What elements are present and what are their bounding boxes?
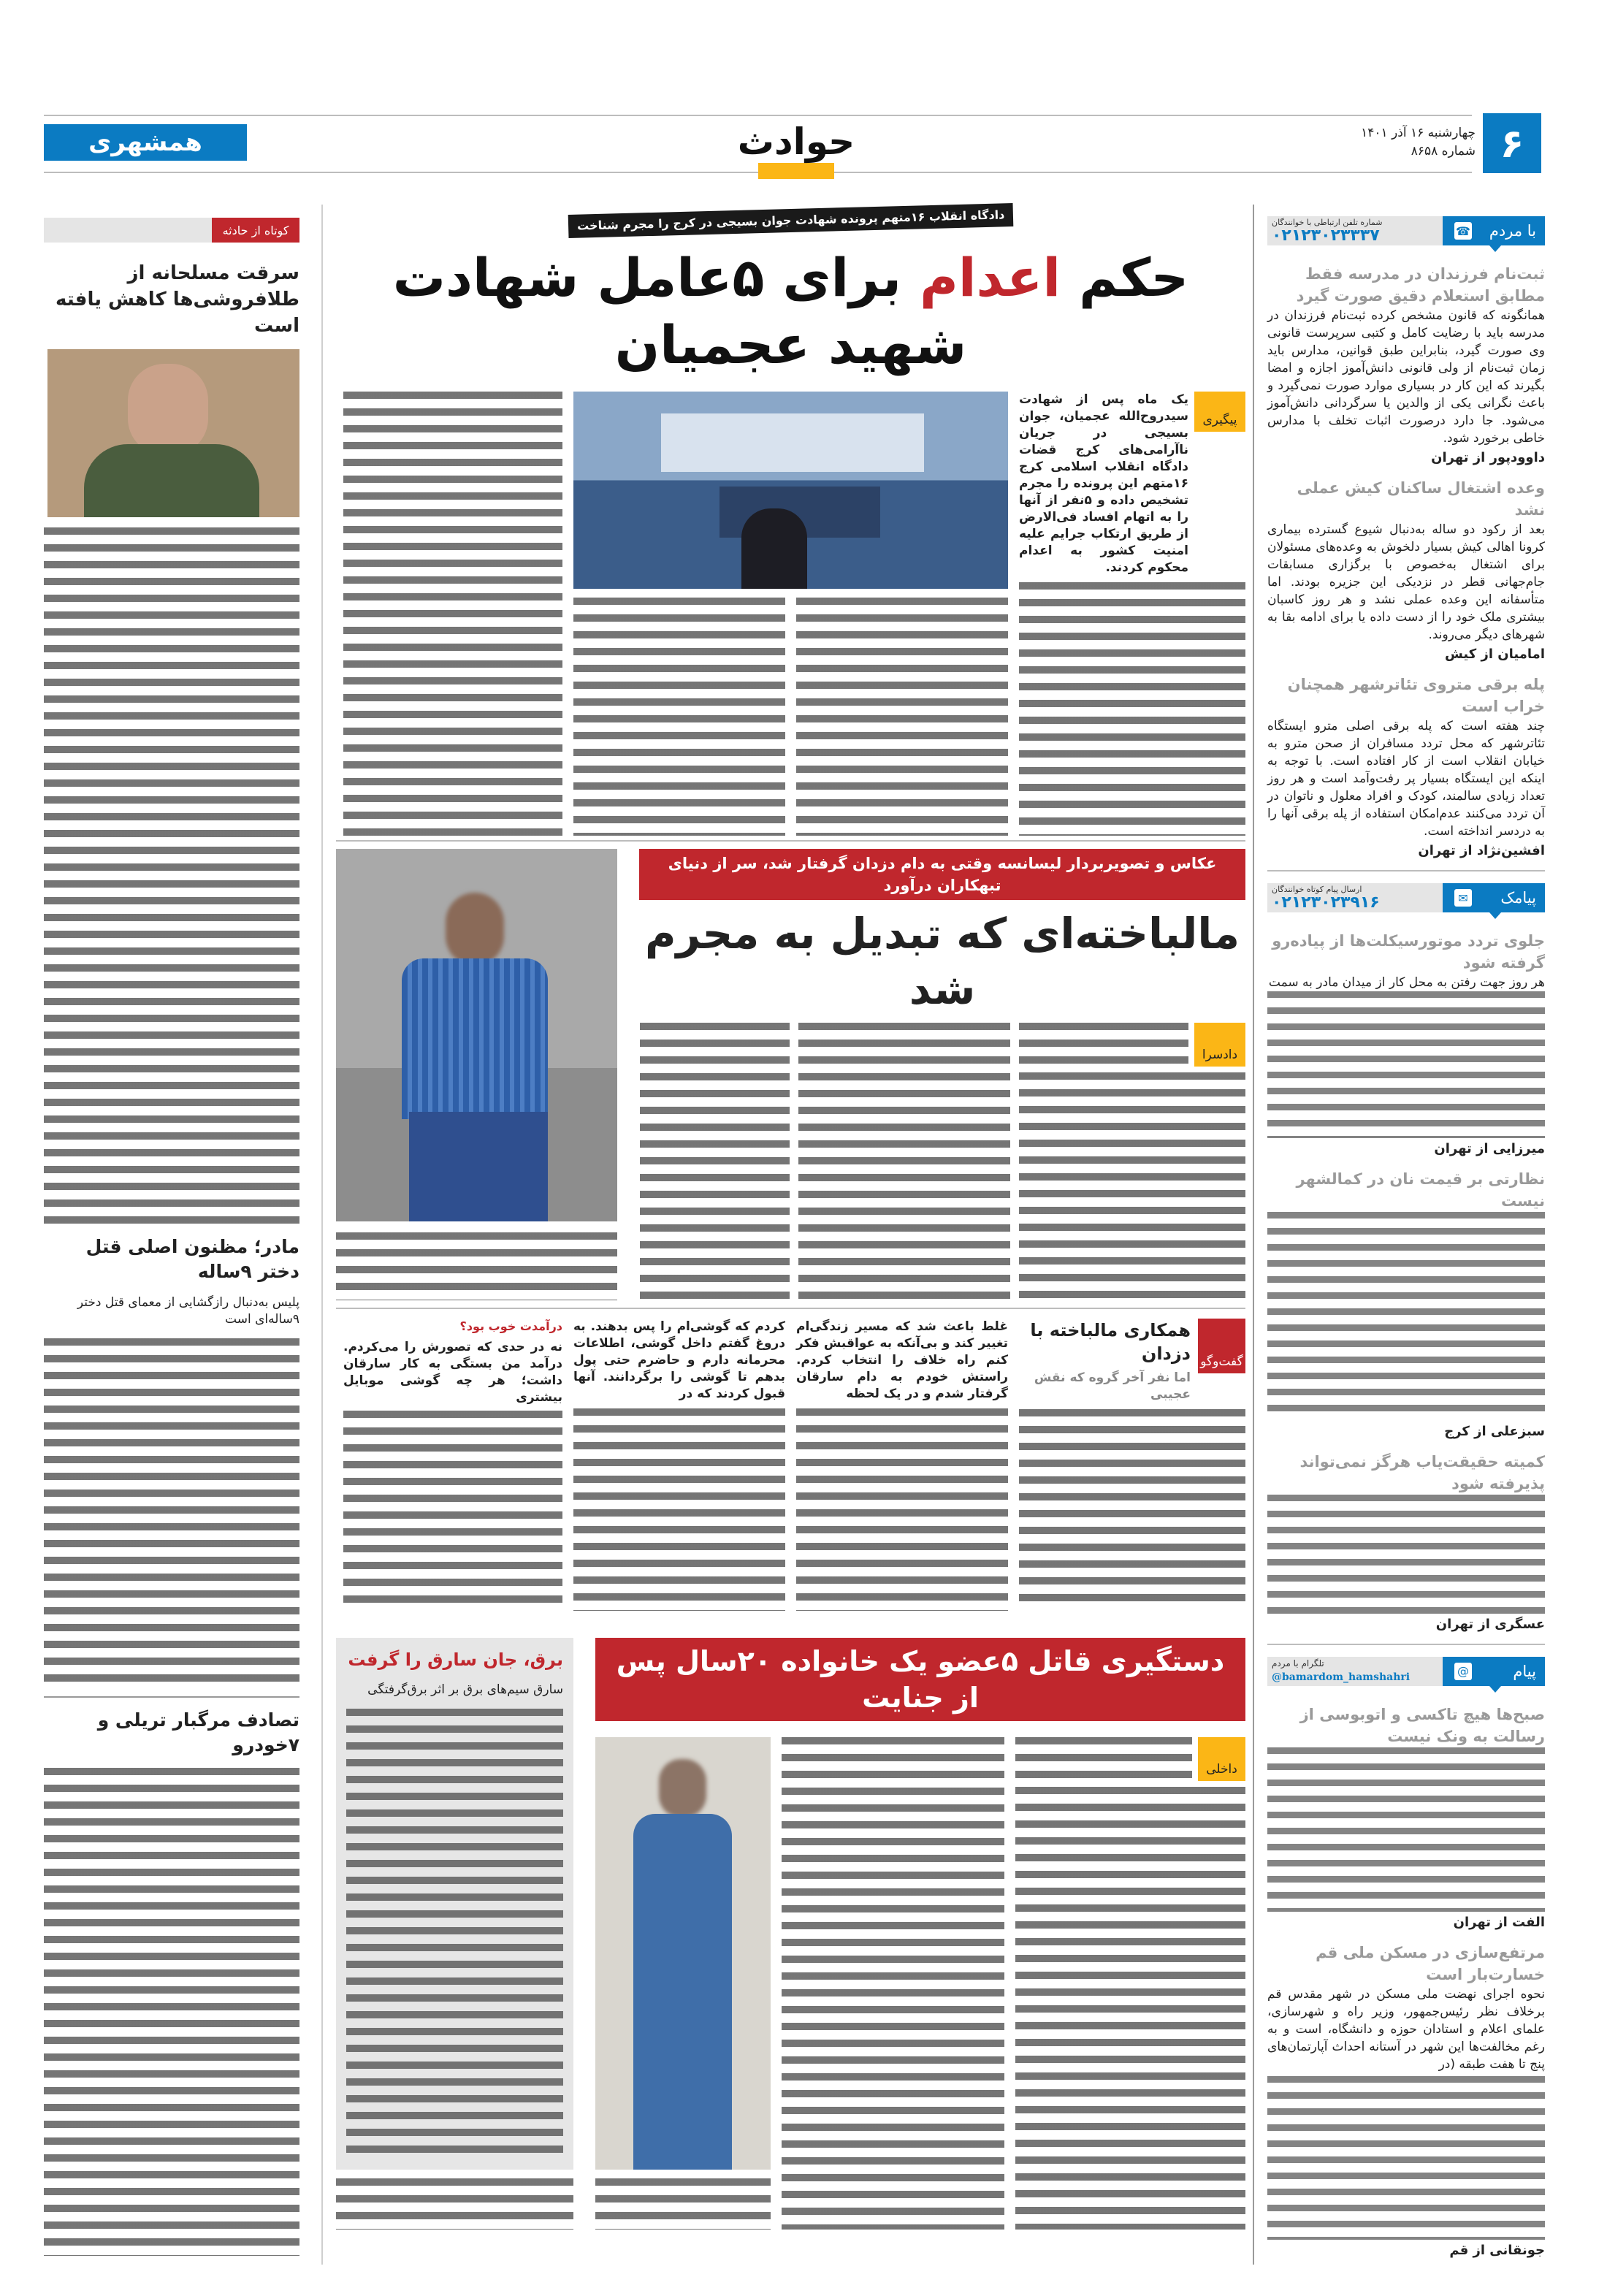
second-kicker: عکاس و تصویربردار لیسانسه وقتی به دام دزدان گرفتار شد، سر از دنیای تبهکاران درآورد — [639, 849, 1245, 900]
header-pointer — [1489, 912, 1501, 919]
sms-caption: ارسال پیام کوتاه خوانندگان — [1272, 885, 1362, 894]
lead-body-col1 — [1019, 582, 1245, 836]
interview-head — [1019, 1319, 1191, 1403]
header-pointer — [1489, 245, 1501, 252]
letter-body-lines — [1267, 1495, 1545, 1614]
section-title — [730, 121, 862, 179]
blurred-face — [659, 1759, 706, 1818]
letter-title: وعده اشتغال ساکنان کیش عملی نشد — [1297, 479, 1545, 519]
message-header — [1267, 1657, 1545, 1686]
box-story — [336, 1638, 573, 2170]
letter-signature: افشین‌نژاد از تهران — [1418, 843, 1545, 858]
lead-story-bottom-rule — [336, 840, 1245, 842]
box-story-headline: برق، جان سارق را گرفت — [348, 1649, 563, 1670]
lead-headline-highlight: اعدام — [920, 247, 1061, 308]
letter-body-lines — [1267, 991, 1545, 1138]
letter — [1267, 1168, 1545, 1440]
telegram-handle[interactable]: @bamardom_hamshahri — [1272, 1671, 1411, 1683]
message-label: پیام — [1443, 1657, 1545, 1686]
letter — [1267, 930, 1545, 1156]
lead-story — [336, 206, 1245, 836]
lead-intro-row — [1019, 392, 1245, 576]
hamshahri-logo: همشهری — [44, 124, 247, 161]
page-number: ۶ — [1483, 113, 1541, 173]
lead-kicker: دادگاه انقلاب ۱۶متهم پرونده شهادت جوان بسیجی در کرج را مجرم شناخت — [568, 203, 1013, 238]
with-people-label: با مردم — [1443, 216, 1545, 245]
letter-signature: عسگری از تهران — [1435, 1616, 1545, 1632]
second-col-1 — [1019, 1023, 1245, 1300]
uniform — [84, 444, 259, 517]
bottom-photo-col — [595, 1737, 771, 2230]
header-top-rule — [44, 115, 1472, 116]
letter-signature: داوودپور از تهران — [1431, 450, 1545, 465]
bottom-body-col1 — [1015, 1737, 1192, 1781]
left-tag: کوتاه از حادثه — [212, 218, 299, 243]
tag-followup: پیگیری — [1194, 392, 1245, 432]
left-divider — [44, 1696, 299, 1698]
letter-body: نحوه اجرای نهضت ملی مسکن در شهر مقدس قم برخلاف نظر رئیس‌جمهور، وزیر راه و شهرسازی، علمای اعلام و استادان حوزه و دانشگاه، است و به رغم مخالفت‌ها این شهر در آستانه احداث آپارتمان‌های پنج تا هفت طبقه (در — [1267, 1986, 1545, 2072]
box-story-col — [336, 1638, 573, 2230]
letter — [1267, 1451, 1545, 1632]
left-column-divider — [321, 205, 323, 2265]
box-caption-body — [336, 2178, 573, 2230]
letter-body: همانگونه که قانون مشخص کرده ثبت‌نام فرزندان در مدرسه باید با رضایت کامل و کتبی سرپرست قانونی وی صورت گیرد، بنابراین طبق قوانین، مدارس باید زمان ثبت‌نام از ولی قانونی دانش‌آموز اجازه و امضا بگیرند که این کار در بسیاری موارد صورت نمی‌گیرد و باعث نگرانی یکی از والدین یا سرگردانی دانش‌آموز می‌شود. جا دارد درصورت اثبات تخلف با مدارس خاطی برخورد شود. — [1267, 308, 1545, 446]
section-title-bar — [758, 163, 834, 179]
letter — [1267, 1704, 1545, 1930]
bottom-tag-row — [1015, 1737, 1245, 1781]
second-headline: مالباخته‌ای که تبدیل به مجرم شد — [644, 909, 1240, 1014]
bottom-body-col2 — [782, 1737, 1004, 2230]
second-story-bottom-rule — [336, 1308, 1245, 1309]
second-story-photo-col — [336, 849, 617, 1300]
left-tag-bar — [44, 218, 299, 243]
lead-headline-part2: برای ۵عامل شهادت شهید عجمیان — [392, 247, 967, 375]
interview-body-col3 — [573, 1408, 785, 1611]
tag-prosecutor: دادسرا — [1194, 1023, 1245, 1067]
left-headline-2: مادر؛ مظنون اصلی قتل دختر ۹ساله — [85, 1235, 299, 1282]
box-story-body — [346, 1709, 563, 2159]
letter-title: جلوی تردد موتورسیکلت‌ها از پیاده‌رو گرفته شود — [1272, 932, 1545, 972]
letter-title: نظارتی بر قیمت نان در کمالشهر نیست — [1296, 1170, 1545, 1210]
right-divider — [1267, 1644, 1545, 1645]
left-body-1 — [44, 527, 299, 1224]
interview-body-col4 — [343, 1411, 562, 1611]
bottom-headline: دستگیری قاتل ۵عضو یک خانواده ۲۰سال پس از جنایت — [595, 1638, 1245, 1721]
letter-body-lines — [1267, 2076, 1545, 2240]
police-official-photo — [47, 349, 299, 517]
interview-answer: نه در حدی که تصورش را می‌کردم. درآمد من بستگی به کار سارقان داشت؛ هر چه گوشی موبایل بیشتری — [343, 1340, 562, 1405]
sms-number: ۰۲۱۲۳۰۲۳۹۱۶ — [1272, 893, 1380, 912]
interview-body-col1 — [1019, 1409, 1245, 1611]
suspect-caption-body — [595, 2178, 771, 2230]
letter-body: هر روز جهت رفتن به محل کار از میدان مادر به سمت — [1268, 975, 1545, 990]
lead-subcols — [573, 598, 1008, 836]
issue-number: شماره ۸۶۵۸ — [1411, 144, 1476, 159]
second-body — [639, 1023, 1245, 1300]
letter-body-lines — [1267, 1212, 1545, 1422]
right-column-divider — [1253, 205, 1254, 2265]
sms-header — [1267, 883, 1545, 912]
interview-intro: اما نفر آخر گروه که نقش عجیبی — [1034, 1370, 1191, 1402]
issue-date: چهارشنبه ۱۶ آذر ۱۴۰۱ — [1361, 126, 1476, 140]
interview-quote2: کردم که گوشی‌ام را پس بدهند. به دروغ گفتم داخل گوشی، اطلاعات محرمانه دارم و حاضرم حتی پول بدهم تا گوشی را برگردانند. آنها قبول کردند که در — [573, 1319, 785, 1401]
box-story-lead: سارق سیم‌های برق بر اثر برق‌گرفتگی — [367, 1682, 563, 1697]
left-body-3 — [44, 1768, 299, 2256]
left-headline-3: تصادف مرگبار تریلی و ۷خودرو — [97, 1709, 299, 1756]
left-headline-1: سرقت مسلحانه از طلافروشی‌ها کاهش یافته است — [56, 262, 299, 337]
phone-icon: ☎ — [1454, 222, 1472, 240]
courtroom-photo — [573, 392, 1008, 589]
letter-title: صبح‌ها هیچ تاکسی و اتوبوسی از رسالت به ونک نیست — [1299, 1705, 1545, 1745]
second-story-main — [639, 849, 1245, 1300]
second-body-col1 — [1019, 1023, 1188, 1067]
letter-title: مرتفع‌سازی در مسکن ملی قم خسارت‌بار است — [1316, 1943, 1545, 1983]
defendant-figure — [741, 508, 807, 589]
lead-body-col3 — [573, 598, 785, 836]
lead-intro: یک ماه پس از شهادت سیدروح‌الله عجمیان، جوان بسیجی در جریان ناآرامی‌های کرج قضات دادگاه انقلاب اسلامی کرج ۱۶متهم این پرونده را مجرم تشخیص داده و ۵نفر از آنها را به اتهام افساد فی‌الارض از طریق ارتکاب جرایم علیه امنیت کشور به اعدام محکوم کردند. — [1019, 392, 1188, 575]
letter — [1267, 477, 1545, 662]
interview-col-4 — [343, 1319, 562, 1611]
right-divider — [1267, 870, 1545, 872]
letter-body: بعد از رکود دو ساله به‌دنبال شیوع گسترده بیماری کرونا اهالی کیش بسیار دلخوش به وعده‌های مسئولان برای اشتغال به‌خصوص با برگزاری مسابقات جام‌جهانی قطر در نزدیکی این جزیره بودند. اما متأسفانه این وعده عملی نشد و هر روز کاسبان بیشتری ملک خود را از دست داده یا برای ادامه بقا به شهرهای دیگر می‌روند. — [1267, 522, 1545, 642]
left-body-2 — [44, 1338, 299, 1687]
letter-signature: میرزایی از تهران — [1434, 1140, 1545, 1156]
right-column — [1267, 216, 1545, 2258]
second-photo-caption — [336, 1232, 617, 1300]
lead-body-col4 — [343, 392, 562, 836]
interview-headline: همکاری مالباخته با دزدان — [1030, 1320, 1191, 1364]
bottom-col-1 — [1015, 1737, 1245, 2230]
interview-body-col2 — [796, 1408, 1008, 1611]
with-people-header — [1267, 216, 1545, 245]
letter — [1267, 1942, 1545, 2258]
tag-domestic: داخلی — [1198, 1737, 1245, 1781]
bottom-body-col1b — [1015, 1787, 1245, 2230]
suspect-photo — [595, 1737, 771, 2170]
phone-number: ۰۲۱۲۳۰۲۳۳۳۷ — [1272, 226, 1380, 245]
second-body-col1b — [1019, 1072, 1245, 1300]
letter-title: ثبت‌نام فرزندان در مدرسه فقط مطابق استعلام دقیق صورت گیرد — [1296, 265, 1545, 305]
letter — [1267, 674, 1545, 858]
lead-col-2 — [573, 392, 1008, 836]
interview-col-1 — [1019, 1319, 1245, 1611]
letter-body: چند هفته است که پله برقی اصلی مترو ایستگاه تئاترشهر که محل تردد مسافران از صحن مترو به خیابان انقلاب است از کار افتاده است. با توجه به اینکه این ایستگاه بسیار پر رفت‌وآمد است و هر روز تعداد زیادی سالمند، کودک و افراد معلول و ناتوان در آن تردد می‌کنند عدم‌امکان استفاده از پله برقی آنها را به دردسر انداخته است. — [1267, 719, 1545, 839]
trousers — [409, 1112, 548, 1221]
at-icon: @ — [1454, 1663, 1472, 1680]
second-body-col2 — [798, 1023, 1010, 1300]
letter-signature: الفت از تهران — [1453, 1914, 1545, 1930]
interview — [336, 1319, 1245, 1611]
letter-signature: جونقانی از قم — [1449, 2243, 1545, 2258]
second-body-col3 — [640, 1023, 790, 1300]
interview-col-3 — [573, 1319, 785, 1611]
bottom-story — [595, 1638, 1245, 2230]
letter-title: کمیته حقیقت‌یاب هرگز نمی‌تواند پذیرفته شود — [1299, 1453, 1545, 1493]
lead-body — [336, 392, 1245, 836]
letter-body-lines — [1267, 1747, 1545, 1912]
lead-headline-part1: حکم — [1079, 247, 1189, 308]
letter-signature: سبزعلی از کرج — [1444, 1424, 1545, 1440]
interview-question: درآمدت خوب بود؟ — [459, 1319, 562, 1333]
header-pointer — [1489, 1686, 1501, 1693]
letter-signature: امامیان از کیش — [1444, 647, 1545, 662]
lead-body-col2 — [796, 598, 1008, 836]
envelope-icon: ✉ — [1454, 889, 1472, 907]
bottom-body — [595, 1737, 1245, 2230]
section-title-text: حوادث — [737, 121, 855, 163]
interview-head-row — [1019, 1319, 1245, 1403]
second-tag-row — [1019, 1023, 1245, 1067]
telegram-caption: تلگرام با مردم — [1272, 1658, 1324, 1668]
lead-col-1 — [1019, 392, 1245, 836]
phone-caption: شماره تلفن ارتباطی با خوانندگان — [1272, 218, 1383, 227]
second-story — [336, 849, 1245, 1300]
lead-headline — [336, 244, 1245, 378]
victim-photo — [336, 849, 617, 1221]
face — [128, 364, 208, 455]
interview-quote1: غلط باعث شد که مسیر زندگی‌ام تغییر کند و بی‌آنکه به عواقبش فکر کنم راه خلاف را انتخاب کردم. راستش خودم به دام سارقان گرفتار شدم و در یک لحظه — [796, 1319, 1008, 1401]
left-column — [44, 218, 299, 2256]
letter — [1267, 263, 1545, 465]
sms-label: پیامک — [1443, 883, 1545, 912]
tag-interview: گفت‌وگو — [1198, 1319, 1245, 1373]
blurred-face — [446, 893, 504, 966]
bottom-section — [336, 1638, 1245, 2230]
striped-shirt — [402, 958, 548, 1119]
letter-title: پله برقی متروی تئاترشهر همچنان خراب است — [1287, 676, 1545, 715]
prison-uniform — [633, 1814, 732, 2170]
courtroom-banner — [661, 413, 924, 472]
interview-col-2 — [796, 1319, 1008, 1611]
left-lead-2: پلیس به‌دنبال رازگشایی از معمای قتل دختر ۹ساله‌ای است — [77, 1294, 299, 1327]
